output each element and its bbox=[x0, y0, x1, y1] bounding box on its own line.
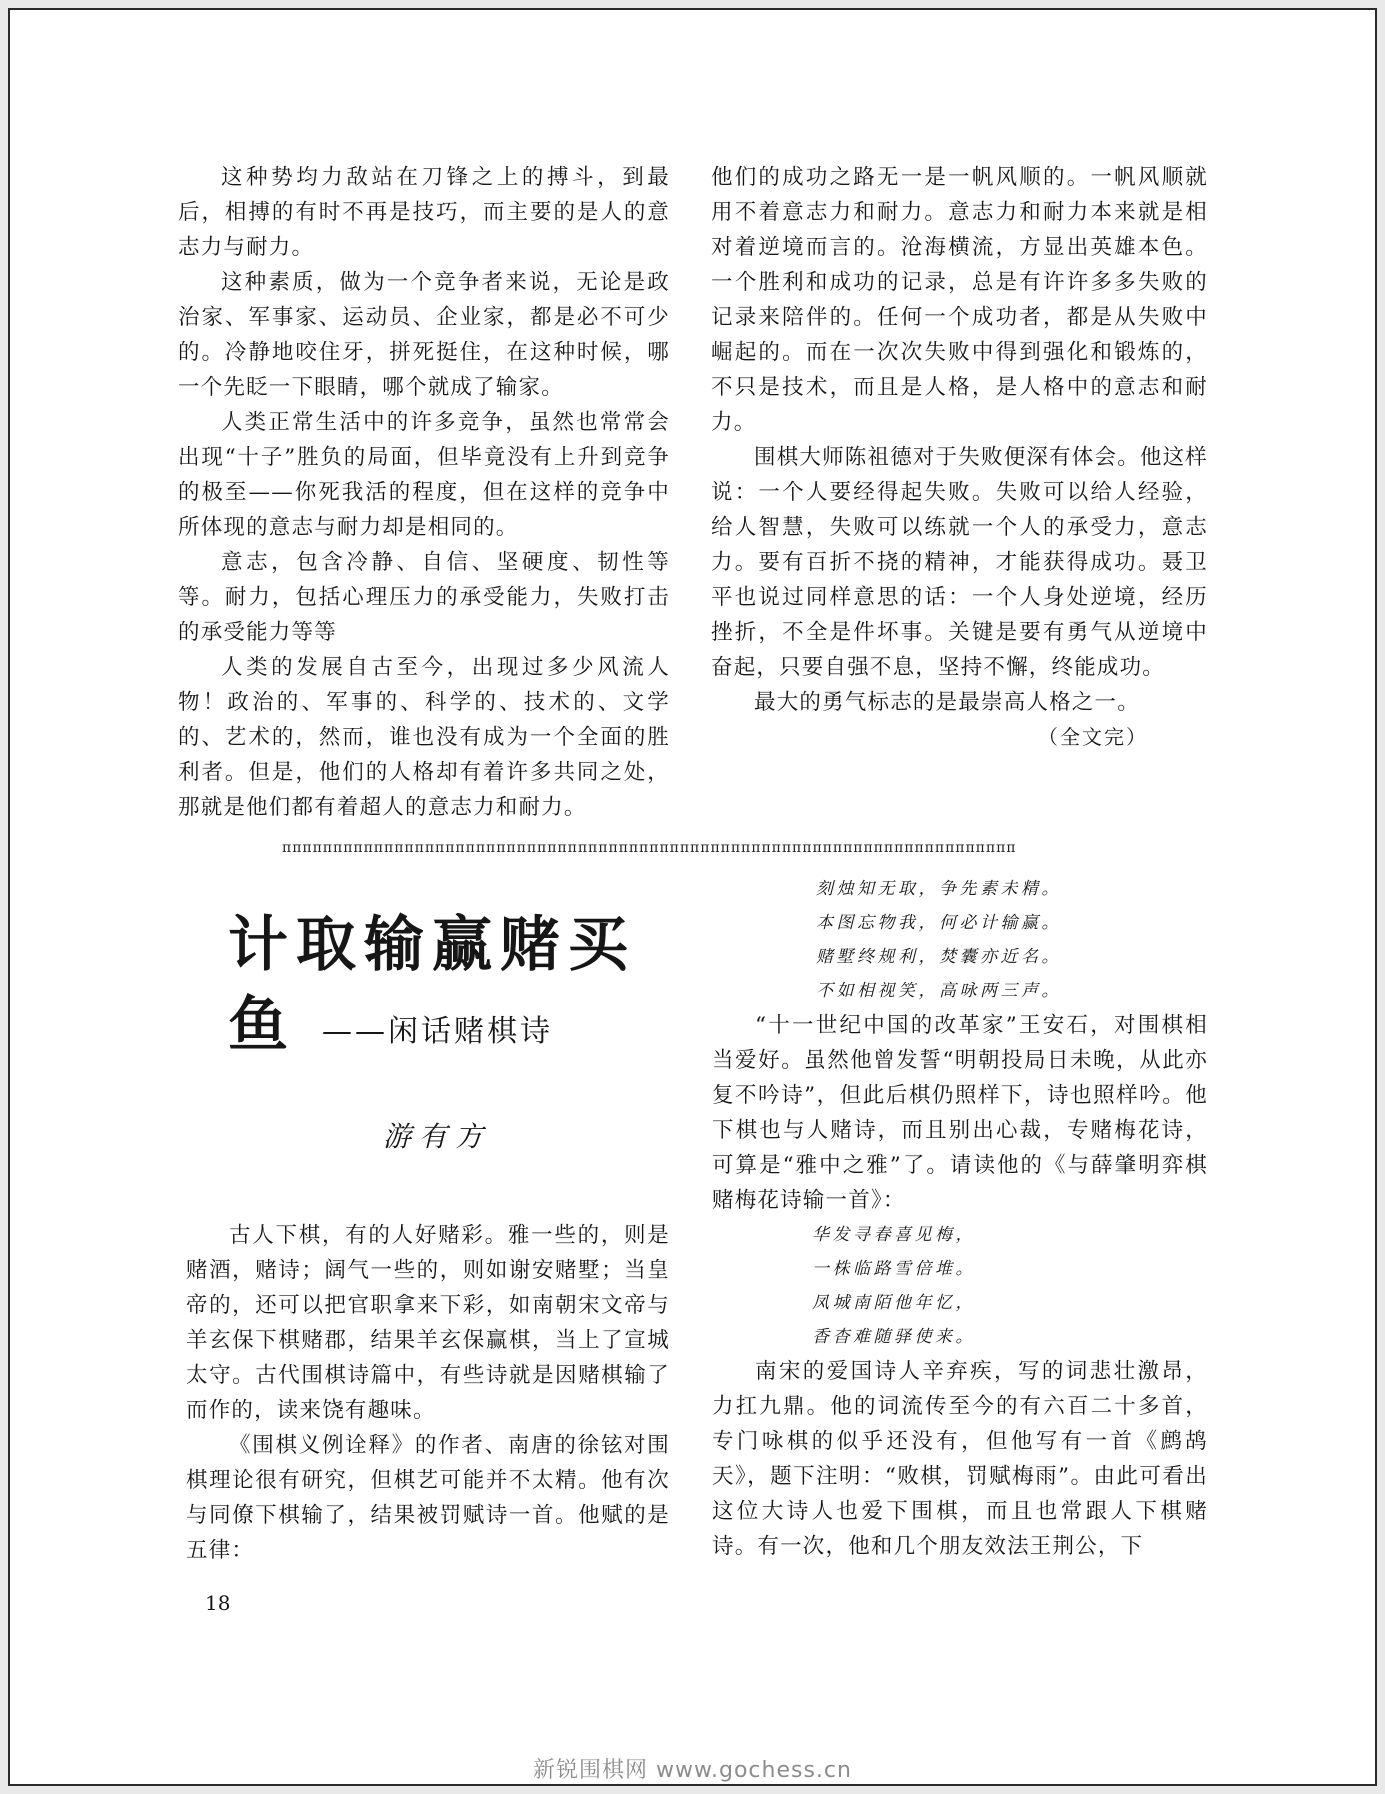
poem-xu-xuan bbox=[712, 872, 1208, 1008]
poem-line: 华发寻春喜见梅， bbox=[812, 1225, 976, 1245]
paragraph: 人类正常生活中的许多竞争，虽然也常常会出现“十子”胜负的局面，但毕竟没有上升到竞争的极至——你死我活的程度，但在这样的竞争中所体现的意志与耐力却是相同的。 bbox=[178, 410, 670, 540]
paragraph: 围棋大师陈祖德对于失败便深有体会。他这样说：一个人要经得起失败。失败可以给人经验，给人智慧，失败可以练就一个人的承受力，意志力。要有百折不挠的精神，才能获得成功。聂卫平也说过同样意思的话：一个人身处逆境，经历挫折，不全是件坏事。关键是要有勇气从逆境中奋起，只要自强不息，坚持不懈，终能成功。 bbox=[711, 445, 1209, 680]
ornamental-divider: ππππππππππππππππππππππππππππππππππππππππππππππππππππππππππππππππππππππππ bbox=[282, 840, 1017, 856]
paragraph: 《围棋义例诠释》的作者、南唐的徐铉对围棋理论很有研究，但棋艺可能并不太精。他有次与同僚下棋输了，结果被罚赋诗一首。他赋的是五律： bbox=[186, 1433, 670, 1563]
poem-line: 香杳难随驿使来。 bbox=[812, 1327, 976, 1347]
top-right-column bbox=[711, 160, 1208, 754]
poem-line: 本图忘物我，何必计输赢。 bbox=[816, 913, 1062, 933]
bottom-right-column bbox=[712, 872, 1208, 1564]
site-watermark: 新锐围棋网 www.gochess.cn bbox=[533, 1758, 852, 1783]
paragraph: 意志，包含冷静、自信、坚硬度、韧性等等。耐力，包括心理压力的承受能力，失败打击的承受能力等等 bbox=[178, 550, 670, 645]
paragraph: 最大的勇气标志的是最崇高人格之一。 bbox=[754, 690, 1140, 715]
poem-line: 一株临路雪倍堆。 bbox=[812, 1259, 976, 1279]
paragraph: 古人下棋，有的人好赌彩。雅一些的，则是赌酒，赌诗；阔气一些的，则如谢安赌墅；当皇帝的，还可以把官职拿来下彩，如南朝宋文帝与羊玄保下棋赌郡，结果羊玄保赢棋，当上了宣城太守。古代围棋诗篇中，有些诗就是因赌棋输了而作的，读来饶有趣味。 bbox=[186, 1223, 670, 1423]
paragraph: “十一世纪中国的改革家”王安石，对围棋相当爱好。虽然他曾发誓“明朝投局日未晚，从此亦复不吟诗”，但此后棋仍照样下，诗也照样吟。他下棋也与人赌诗，而且别出心裁，专赌梅花诗，可算是“雅中之雅”了。请读他的《与薛肇明弈棋赌梅花诗输一首》： bbox=[712, 1013, 1208, 1213]
article-author: 游有方 bbox=[383, 1120, 492, 1153]
poem-line: 刻烛知无取，争先素未精。 bbox=[816, 879, 1062, 899]
article-title: 计取输赢赌买鱼 bbox=[228, 910, 636, 1060]
article-subtitle: ——闲话赌棋诗 bbox=[322, 1014, 553, 1049]
top-left-column bbox=[178, 160, 670, 825]
poem-line: 赌墅终规利，焚囊亦近名。 bbox=[816, 947, 1062, 967]
end-of-article-mark: （全文完） bbox=[1038, 725, 1148, 749]
poem-wang-anshi bbox=[712, 1218, 1208, 1354]
bottom-left-column bbox=[186, 1218, 670, 1568]
poem-line: 不如相视笑，高咏两三声。 bbox=[816, 981, 1062, 1001]
poem-line: 凤城南陌他年忆， bbox=[812, 1293, 976, 1313]
paragraph: 人类的发展自古至今，出现过多少风流人物！政治的、军事的、科学的、技术的、文学的、艺术的，然而，谁也没有成为一个全面的胜利者。但是，他们的人格却有着许多共同之处，那就是他们都有着超人的意志力和耐力。 bbox=[178, 655, 670, 820]
paragraph: 这种势均力敌站在刀锋之上的搏斗，到最后，相搏的有时不再是技巧，而主要的是人的意志力与耐力。 bbox=[178, 165, 670, 260]
paragraph: 南宋的爱国诗人辛弃疾，写的词悲壮激昂，力扛九鼎。他的词流传至今的有六百二十多首，专门咏棋的似乎还没有，但他写有一首《鹧鸪天》，题下注明：“败棋，罚赋梅雨”。由此可看出这位大诗人也爱下围棋，而且也常跟人下棋赌诗。有一次，他和几个朋友效法王荆公，下 bbox=[712, 1359, 1208, 1559]
paragraph: 这种素质，做为一个竞争者来说，无论是政治家、军事家、运动员、企业家，都是必不可少的。冷静地咬住牙，拼死挺住，在这种时候，哪一个先眨一下眼睛，哪个就成了输家。 bbox=[178, 270, 670, 400]
page-number: 18 bbox=[205, 1591, 231, 1615]
paragraph-continued: 他们的成功之路无一是一帆风顺的。一帆风顺就用不着意志力和耐力。意志力和耐力本来就是相对着逆境而言的。沧海横流，方显出英雄本色。一个胜利和成功的记录，总是有许许多多失败的记录来陪伴的。任何一个成功者，都是从失败中崛起的。而在一次次失败中得到强化和锻炼的，不只是技术，而且是人格，是人格中的意志和耐力。 bbox=[711, 165, 1208, 435]
